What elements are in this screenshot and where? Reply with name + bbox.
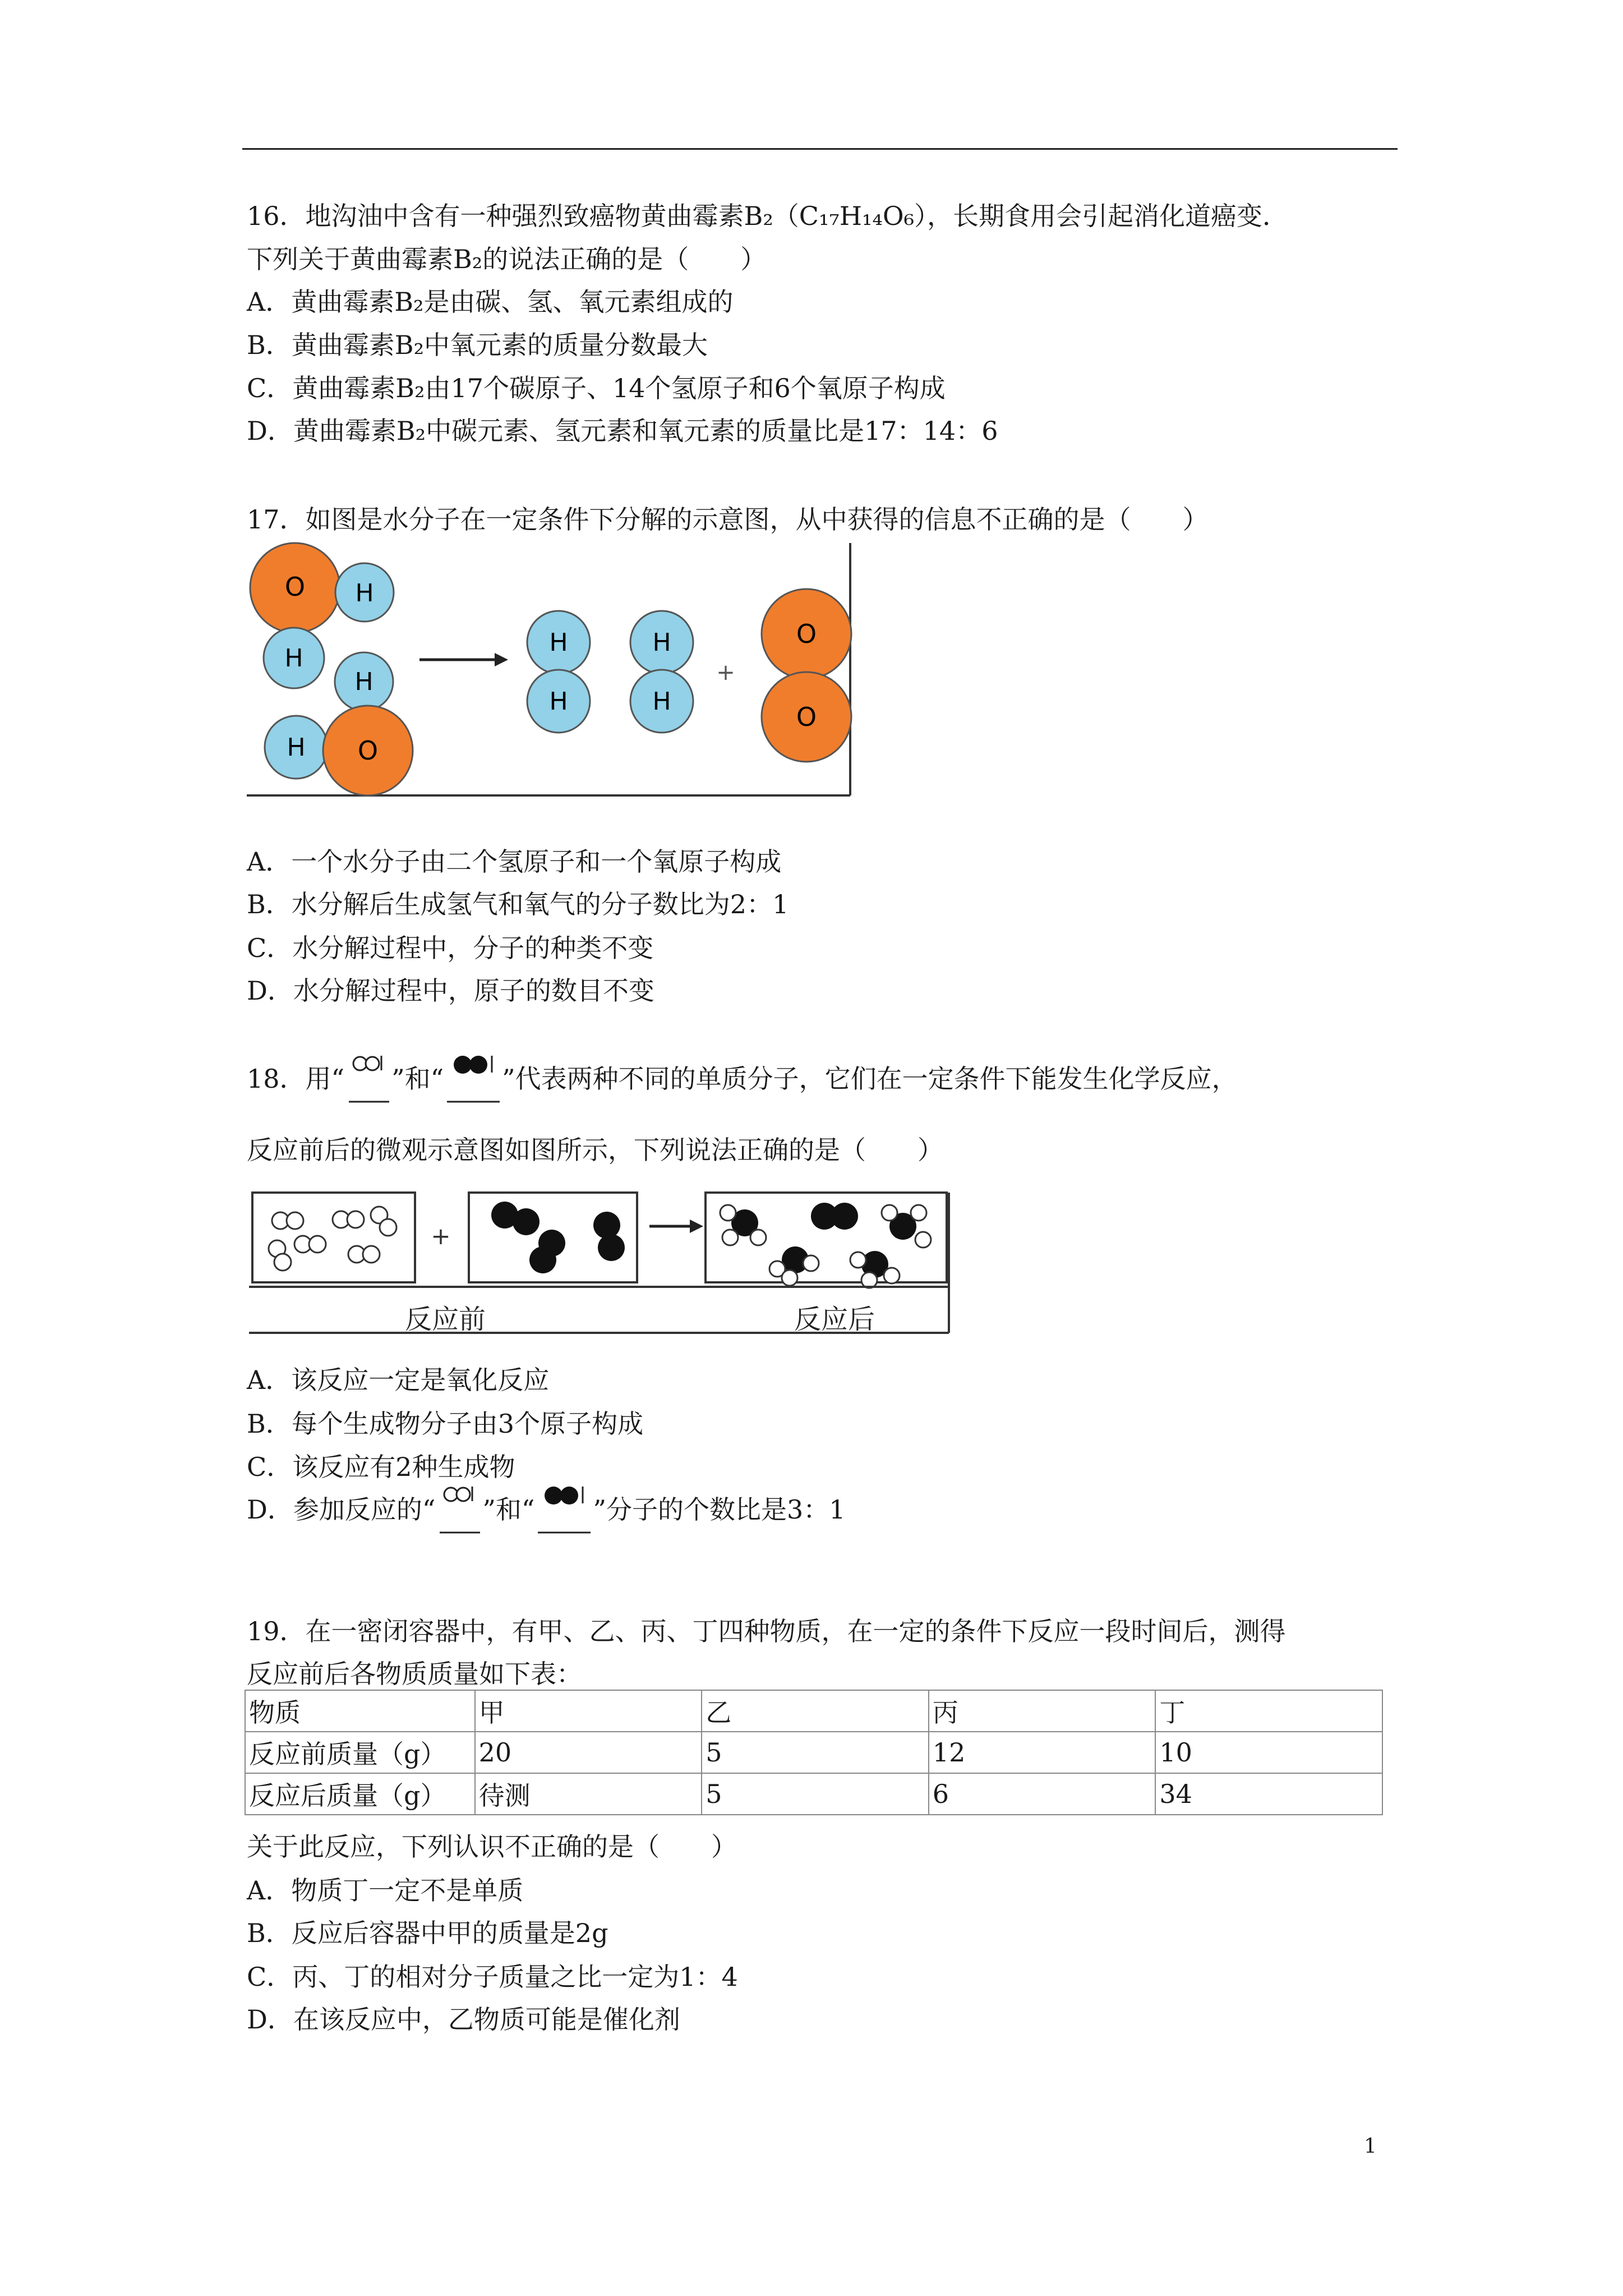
q19-option-b: B．反应后容器中甲的质量是2g	[247, 1918, 608, 1948]
table-row	[245, 1773, 1382, 1815]
q19-option-a: A．物质丁一定不是单质	[247, 1875, 524, 1906]
svg-text:H: H	[652, 687, 671, 716]
hydrogen-molecule-2	[630, 611, 693, 733]
hydrogen-molecule-1	[527, 611, 590, 733]
table-cell: 甲	[475, 1690, 702, 1732]
q18-option-b: B．每个生成物分子由3个原子构成	[247, 1409, 644, 1439]
q18-option-d: D．参加反应的“ ”和“ ”分子的个数比是3：1	[247, 1485, 846, 1534]
q19-option-d: D．在该反应中，乙物质可能是催化剂	[247, 2004, 680, 2035]
box-before-white	[252, 1193, 415, 1282]
reaction-microscopic-figure	[247, 1181, 953, 1338]
reaction-arrow	[649, 1220, 703, 1233]
svg-text:H: H	[287, 733, 306, 762]
plus-sign: +	[716, 660, 735, 685]
black-molecule-icon	[444, 1055, 502, 1103]
q17-stem: 17．如图是水分子在一定条件下分解的示意图，从中获得的信息不正确的是（ ）	[247, 504, 1209, 535]
table-cell: 反应后质量（g）	[245, 1773, 475, 1815]
svg-text:H: H	[354, 668, 374, 696]
q16-option-a: A．黄曲霉素B₂是由碳、氢、氧元素组成的	[247, 287, 734, 317]
table-cell: 34	[1155, 1773, 1382, 1815]
q19-option-c: C．丙、丁的相对分子质量之比一定为1：4	[247, 1962, 738, 1992]
q17-option-b: B．水分解后生成氢气和氧气的分子数比为2：1	[247, 889, 789, 919]
q16-line1: 16．地沟油中含有一种强烈致癌物黄曲霉素B₂（C₁₇H₁₄O₆），长期食用会引起消化道癌变．	[247, 201, 1289, 231]
table-cell: 20	[475, 1732, 702, 1773]
q17-option-a: A．一个水分子由二个氢原子和一个氧原子构成	[247, 846, 782, 877]
svg-text:H: H	[549, 628, 568, 657]
q18-line2: 反应前后的微观示意图如图所示，下列说法正确的是（ ）	[247, 1135, 943, 1165]
water-decomposition-figure	[245, 539, 856, 802]
oxygen-molecule	[762, 589, 851, 762]
q17-option-c: C．水分解过程中，分子的种类不变	[247, 933, 654, 963]
q16-line2: 下列关于黄曲霉素B₂的说法正确的是（ ）	[247, 244, 767, 274]
table-cell: 5	[702, 1773, 929, 1815]
table-cell: 10	[1155, 1732, 1382, 1773]
svg-text:H: H	[355, 579, 374, 608]
q17-option-d: D．水分解过程中，原子的数目不变	[247, 976, 654, 1006]
table-cell: 待测	[475, 1773, 702, 1815]
header-rule	[242, 148, 1398, 150]
q18-stem: 18．用“ ”和“ ”代表两种不同的单质分子，它们在一定条件下能发生化学反应，	[247, 1055, 1238, 1103]
table-cell: 6	[929, 1773, 1156, 1815]
q18-option-a: A．该反应一定是氧化反应	[247, 1365, 550, 1395]
box-after	[706, 1193, 947, 1288]
box-before-black	[469, 1193, 637, 1282]
svg-text:H: H	[652, 628, 671, 657]
q16-option-d: D．黄曲霉素B₂中碳元素、氢元素和氧元素的质量比是17：14：6	[247, 416, 998, 446]
mass-table	[245, 1690, 1383, 1815]
q18-option-c: C．该反应有2种生成物	[247, 1452, 515, 1482]
white-molecule-icon	[435, 1485, 482, 1534]
label-after: 反应后	[794, 1304, 875, 1335]
table-cell: 丙	[929, 1690, 1156, 1732]
q19-line1: 19．在一密闭容器中，有甲、乙、丙、丁四种物质，在一定的条件下反应一段时间后，测得	[247, 1616, 1286, 1646]
svg-text:H: H	[549, 687, 568, 716]
table-cell: 12	[929, 1732, 1156, 1773]
table-row	[245, 1732, 1382, 1773]
plus-sign: +	[431, 1222, 451, 1250]
q16-option-c: C．黄曲霉素B₂由17个碳原子、14个氢原子和6个氧原子构成	[247, 373, 946, 403]
table-cell: 物质	[245, 1690, 475, 1732]
white-molecule-icon	[344, 1055, 391, 1103]
table-cell: 丁	[1155, 1690, 1382, 1732]
black-molecule-icon	[534, 1485, 593, 1534]
label-before: 反应前	[404, 1304, 486, 1335]
svg-text:H: H	[284, 644, 303, 673]
table-cell: 乙	[702, 1690, 929, 1732]
svg-text:O: O	[796, 619, 817, 649]
table-cell: 反应前质量（g）	[245, 1732, 475, 1773]
page-number: 1	[1364, 2135, 1377, 2158]
q19-after-table: 关于此反应，下列认识不正确的是（ ）	[247, 1832, 737, 1862]
q16-option-b: B．黄曲霉素B₂中氧元素的质量分数最大	[247, 330, 708, 360]
reaction-arrow	[419, 653, 508, 666]
svg-text:O: O	[284, 572, 306, 602]
q19-line2: 反应前后各物质质量如下表：	[247, 1659, 582, 1689]
table-row	[245, 1690, 1382, 1732]
svg-text:O: O	[796, 702, 817, 732]
table-cell: 5	[702, 1732, 929, 1773]
svg-text:O: O	[357, 735, 379, 766]
